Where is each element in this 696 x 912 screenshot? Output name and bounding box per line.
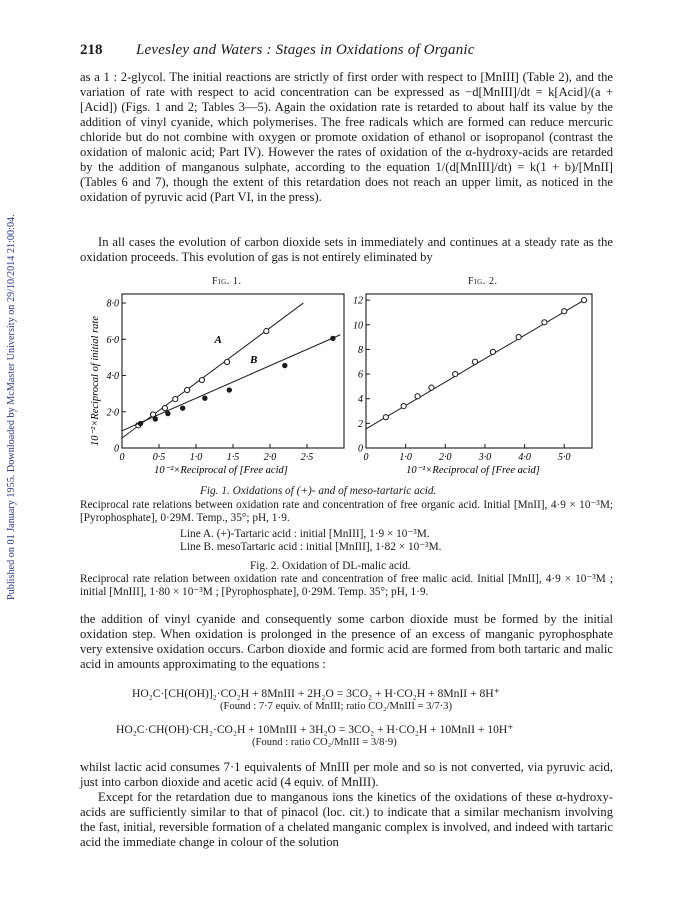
x-axis-label: 10⁻¹×Reciprocal of [Free acid]: [406, 465, 540, 476]
sidebar-text: Published on 01 January 1955. Downloaded by McMaster University on 29/10/2014 21:00:04.: [6, 214, 17, 600]
data-point: [227, 388, 231, 392]
paragraph-5: Except for the retardation due to manganous ions the kinetics of the oxidations of these α-hydroxy-acids are sufficiently similar to that of pinacol (loc. cit.) to indicate that a similar mechanism involving the fast, initial, reversible formation of a chelated manganic complex is involved, and indeed with tartaric acid the immediate change in colour of the solution: [80, 790, 613, 849]
equation-1: HO₂C·[CH(OH)]₂·CO₂H + 8MnIII + 2H₂O = 3CO₂ + H·CO₂H + 8MnII + 8H⁺: [132, 687, 500, 700]
data-point: [185, 387, 190, 392]
y-tick-label: 6·0: [106, 334, 119, 346]
fig2-caption-title: Fig. 2. Oxidation of DL-malic acid.: [250, 560, 411, 572]
x-tick-label: 1·0: [189, 452, 203, 463]
running-title: Levesley and Waters : Stages in Oxidations of Organic: [136, 42, 475, 58]
x-tick-label: 3·0: [478, 452, 492, 463]
data-point: [562, 309, 567, 314]
data-point: [429, 385, 434, 390]
x-tick-label: 1·5: [226, 452, 240, 463]
data-point: [180, 406, 184, 410]
x-tick-label: 2·0: [439, 452, 452, 463]
plot-frame: [122, 294, 344, 448]
data-point: [331, 336, 335, 340]
y-tick-label: 12: [353, 295, 363, 307]
data-point: [264, 329, 269, 334]
fig2-chart: [344, 286, 594, 486]
y-tick-label: 8: [358, 344, 363, 356]
fig1-caption-title: Fig. 1. Oxidations of (+)- and of meso-tartaric acid.: [200, 485, 437, 497]
data-point: [415, 394, 420, 399]
fig2-caption-body: Reciprocal rate relation between oxidation rate and concentration of free malic acid. Initial [MnII], 4·9 × 10⁻³M ; initial [MnIII], 1·80 × 10⁻³M ; [Pyrophosphate], 0·29M. Temp. 35°; pH, 1·9.: [80, 573, 613, 598]
y-tick-label: 0: [358, 443, 363, 455]
data-point: [490, 349, 495, 354]
data-point: [453, 371, 458, 376]
x-tick-label: 0: [363, 452, 369, 463]
data-point: [153, 417, 157, 421]
data-point: [162, 406, 167, 411]
plot-frame: [366, 294, 592, 448]
fig2-label: Fig. 2.: [468, 276, 498, 287]
y-tick-label: 4: [358, 394, 363, 406]
fig1-label: Fig. 1.: [212, 276, 242, 287]
y-tick-label: 10: [353, 320, 363, 332]
y-axis-label: 10⁻²×Reciprocal of initial rate: [90, 316, 101, 446]
x-tick-label: 1·0: [399, 452, 412, 463]
fig1-caption-body: Reciprocal rate relations between oxidation rate and concentration of free organic acid. Initial [MnII], 4·9 × 10⁻³M; [Pyrophosphate], 0·29M. Temp., 35°; pH, 1·9.: [80, 499, 613, 524]
fig1-line-a: Line A. (+)-Tartaric acid : initial [MnIII], 1·9 × 10⁻³M.: [180, 528, 430, 540]
x-tick-label: 4·0: [518, 452, 531, 463]
data-point: [224, 359, 229, 364]
data-point: [472, 359, 477, 364]
paragraph-2: In all cases the evolution of carbon dioxide sets in immediately and continues at a steady rate as the oxidation proceeds. This evolution of gas is not entirely eliminated by: [80, 235, 613, 264]
series-fit-line: [122, 303, 303, 438]
data-point: [173, 396, 178, 401]
x-tick-label: 2·0: [263, 452, 277, 463]
paragraph-3: the addition of vinyl cyanide and consequently some carbon dioxide must be formed by the initial oxidation step. When oxidation is prolonged in the presence of an excess of manganic pyrophosphate very extensive oxidation occurs. Carbon dioxide and formic acid are formed from both tartaric and malic acid in amounts approximating to the equations :: [80, 612, 613, 671]
data-point: [542, 320, 547, 325]
data-point: [581, 298, 586, 303]
data-point: [138, 421, 142, 425]
data-point: [199, 377, 204, 382]
y-tick-label: 6: [358, 369, 363, 381]
equation-1-note: (Found : 7·7 equiv. of MnIII; ratio CO₂/MnIII = 3/7·3): [220, 701, 453, 712]
x-axis-label: 10⁻²×Reciprocal of [Free acid]: [154, 465, 288, 476]
x-tick-label: 5·0: [557, 452, 571, 463]
y-tick-label: 0: [114, 443, 119, 455]
equation-2-note: (Found : ratio CO₂/MnIII = 3/8·9): [252, 737, 397, 748]
equation-2: HO₂C·CH(OH)·CH₂·CO₂H + 10MnIII + 3H₂O = 3CO₂ + H·CO₂H + 10MnII + 10H⁺: [116, 723, 514, 736]
paragraph-1: as a 1 : 2-glycol. The initial reactions are strictly of first order with respect to [MnIII] (Table 2), and the variation of rate with respect to acid concentration can be expressed as −d[MnIII]/dt = k[Acid]/(a + [Acid]) (Figs. 1 and 2; Tables 3—5). Again the oxidation rate is retarded to about half its value by the addition of vinyl cyanide, which polymerises. The free radicals which are formed can reduce mercuric chloride but do not combine with oxygen or promote oxidation of ethanol or isopropanol (contrast the oxidation of malonic acid; Part IV). However the rates of oxidation of the α-hydroxy-acids are retarded by the addition of manganous sulphate, according to the equation 1/(d[MnIII]/dt) = k(1 + b)/[MnII] (Tables 6 and 7), though the extent of this retardation does not reach an upper limit, as noticed in the oxidation of pyruvic acid (Part VI, in the press).: [80, 70, 613, 204]
y-tick-label: 4·0: [106, 371, 119, 383]
y-tick-label: 2: [358, 418, 363, 430]
fig1-chart: [84, 286, 346, 486]
y-tick-label: 2·0: [106, 407, 119, 419]
paragraph-4: whilst lactic acid consumes 7·1 equivalents of MnIII per mole and so is not converted, via pyruvic acid, just into carbon dioxide and acetic acid (4 equiv. of MnIII).: [80, 760, 613, 789]
y-tick-label: 8·0: [106, 298, 119, 310]
data-point: [203, 396, 207, 400]
data-point: [383, 415, 388, 420]
data-point: [166, 411, 170, 415]
fig1-line-b: Line B. mesoTartaric acid : initial [MnIII], 1·82 × 10⁻³M.: [180, 541, 442, 553]
x-tick-label: 0·5: [152, 452, 166, 463]
x-tick-label: 2·5: [300, 452, 314, 463]
data-point: [401, 404, 406, 409]
sidebar-download-notice: [4, 150, 18, 600]
series-label: A: [214, 333, 222, 346]
page-number: 218: [80, 42, 103, 58]
data-point: [516, 335, 521, 340]
data-point: [283, 363, 287, 367]
series-label: B: [250, 353, 258, 366]
x-tick-label: 0: [119, 452, 125, 463]
